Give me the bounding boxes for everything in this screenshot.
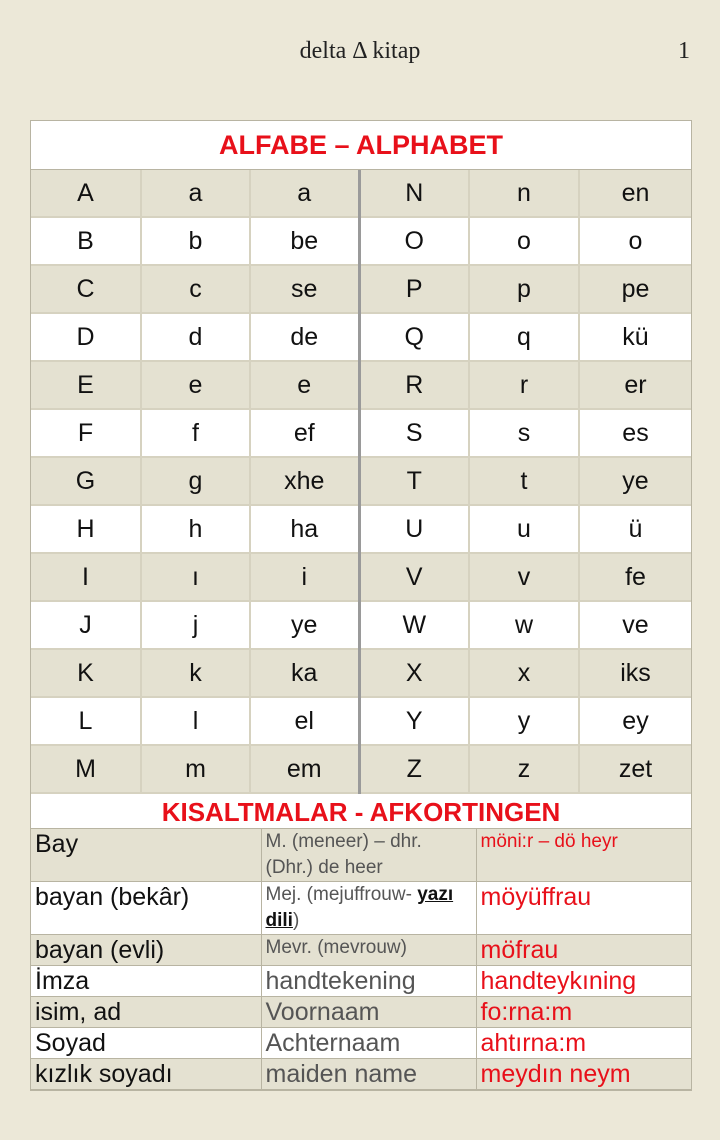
letter-lower-left: k: [141, 649, 250, 697]
alphabet-row: [31, 217, 691, 265]
letter-name-right: ey: [579, 697, 691, 745]
letter-upper-right: Q: [359, 313, 469, 361]
letter-upper-left: C: [31, 265, 141, 313]
abbr-turkish: bayan (evli): [31, 935, 261, 966]
alphabet-row: [31, 170, 691, 217]
abbr-row: [31, 882, 691, 935]
letter-upper-right: X: [359, 649, 469, 697]
abbr-pronunciation: möfrau: [476, 935, 691, 966]
letter-lower-right: r: [469, 361, 579, 409]
alphabet-title: ALFABE – ALPHABET: [31, 121, 691, 170]
letter-name-left: ef: [250, 409, 359, 457]
letter-name-right: ü: [579, 505, 691, 553]
alphabet-row: [31, 457, 691, 505]
abbr-dutch: Mevr. (mevrouw): [261, 935, 476, 966]
abbr-dutch-note: yazı dili: [265, 884, 454, 931]
book-title: delta Δ kitap: [299, 38, 421, 64]
letter-upper-left: D: [31, 313, 141, 361]
letter-name-left: a: [250, 170, 359, 217]
abbr-dutch: M. (meneer) – dhr. (Dhr.) de heer: [261, 829, 476, 882]
letter-name-right: iks: [579, 649, 691, 697]
letter-upper-left: J: [31, 601, 141, 649]
letter-lower-right: n: [469, 170, 579, 217]
abbreviations-title: KISALTMALAR - AFKORTINGEN: [31, 794, 691, 829]
letter-name-left: ye: [250, 601, 359, 649]
letter-lower-left: ı: [141, 553, 250, 601]
letter-name-right: es: [579, 409, 691, 457]
letter-upper-left: E: [31, 361, 141, 409]
letter-upper-right: N: [359, 170, 469, 217]
abbr-dutch-pre: Mej. (mejuffrouw-: [265, 884, 412, 905]
letter-upper-right: U: [359, 505, 469, 553]
letter-upper-right: V: [359, 553, 469, 601]
letter-lower-right: z: [469, 745, 579, 793]
abbr-dutch: Voornaam: [261, 997, 476, 1028]
letter-name-left: ka: [250, 649, 359, 697]
letter-upper-left: B: [31, 217, 141, 265]
abbr-pronunciation: möni:r – dö heyr: [476, 829, 691, 882]
alphabet-row: [31, 409, 691, 457]
letter-lower-left: b: [141, 217, 250, 265]
letter-name-right: en: [579, 170, 691, 217]
letter-upper-left: M: [31, 745, 141, 793]
abbr-turkish: bayan (bekâr): [31, 882, 261, 935]
abbr-row: [31, 966, 691, 997]
abbr-turkish: Soyad: [31, 1028, 261, 1059]
alphabet-row: [31, 697, 691, 745]
abbr-row: [31, 997, 691, 1028]
letter-lower-left: c: [141, 265, 250, 313]
letter-name-right: zet: [579, 745, 691, 793]
letter-name-left: e: [250, 361, 359, 409]
letter-lower-right: q: [469, 313, 579, 361]
abbr-turkish: kızlık soyadı: [31, 1059, 261, 1090]
alphabet-row: [31, 745, 691, 793]
letter-upper-right: S: [359, 409, 469, 457]
abbr-dutch: maiden name: [261, 1059, 476, 1090]
abbr-dutch: handtekening: [261, 966, 476, 997]
page-number: 1: [678, 38, 690, 64]
letter-name-left: se: [250, 265, 359, 313]
letter-name-right: o: [579, 217, 691, 265]
abbr-pronunciation: ahtırna:m: [476, 1028, 691, 1059]
letter-lower-right: v: [469, 553, 579, 601]
alphabet-sheet: [30, 120, 692, 1091]
abbr-pronunciation: handteykıning: [476, 966, 691, 997]
letter-name-right: er: [579, 361, 691, 409]
alphabet-row: [31, 313, 691, 361]
abbr-dutch-post: ): [292, 910, 300, 931]
letter-lower-right: x: [469, 649, 579, 697]
letter-lower-left: e: [141, 361, 250, 409]
letter-upper-left: G: [31, 457, 141, 505]
letter-lower-left: l: [141, 697, 250, 745]
letter-upper-right: R: [359, 361, 469, 409]
letter-lower-left: d: [141, 313, 250, 361]
abbr-turkish: isim, ad: [31, 997, 261, 1028]
letter-name-left: ha: [250, 505, 359, 553]
abbr-pronunciation: meydın neym: [476, 1059, 691, 1090]
letter-name-left: be: [250, 217, 359, 265]
alphabet-row: [31, 553, 691, 601]
letter-upper-left: I: [31, 553, 141, 601]
letter-lower-right: w: [469, 601, 579, 649]
alphabet-row: [31, 505, 691, 553]
letter-lower-left: j: [141, 601, 250, 649]
letter-name-right: fe: [579, 553, 691, 601]
abbr-turkish: İmza: [31, 966, 261, 997]
letter-lower-left: h: [141, 505, 250, 553]
letter-lower-right: u: [469, 505, 579, 553]
abbreviations-table: [31, 829, 691, 1090]
letter-name-left: de: [250, 313, 359, 361]
letter-lower-right: t: [469, 457, 579, 505]
abbr-row: [31, 1028, 691, 1059]
page-header: [0, 38, 720, 78]
letter-upper-right: P: [359, 265, 469, 313]
letter-lower-right: o: [469, 217, 579, 265]
letter-lower-left: m: [141, 745, 250, 793]
letter-name-left: xhe: [250, 457, 359, 505]
letter-upper-left: H: [31, 505, 141, 553]
abbr-dutch: [261, 882, 476, 935]
letter-name-left: em: [250, 745, 359, 793]
letter-upper-right: Y: [359, 697, 469, 745]
letter-lower-right: y: [469, 697, 579, 745]
abbr-row: [31, 1059, 691, 1090]
letter-upper-left: A: [31, 170, 141, 217]
letter-upper-left: L: [31, 697, 141, 745]
letter-name-right: kü: [579, 313, 691, 361]
letter-upper-right: T: [359, 457, 469, 505]
letter-name-right: pe: [579, 265, 691, 313]
letter-lower-left: a: [141, 170, 250, 217]
letter-lower-right: p: [469, 265, 579, 313]
letter-upper-right: O: [359, 217, 469, 265]
letter-name-right: ye: [579, 457, 691, 505]
abbr-row: [31, 829, 691, 882]
abbr-pronunciation: möyüffrau: [476, 882, 691, 935]
letter-name-right: ve: [579, 601, 691, 649]
abbr-row: [31, 935, 691, 966]
letter-upper-right: Z: [359, 745, 469, 793]
letter-lower-right: s: [469, 409, 579, 457]
letter-lower-left: g: [141, 457, 250, 505]
alphabet-row: [31, 601, 691, 649]
letter-name-left: el: [250, 697, 359, 745]
alphabet-row: [31, 649, 691, 697]
letter-upper-left: F: [31, 409, 141, 457]
abbr-turkish: Bay: [31, 829, 261, 882]
alphabet-row: [31, 361, 691, 409]
abbr-dutch: Achternaam: [261, 1028, 476, 1059]
alphabet-table: [31, 170, 691, 794]
letter-lower-left: f: [141, 409, 250, 457]
letter-name-left: i: [250, 553, 359, 601]
letter-upper-right: W: [359, 601, 469, 649]
abbr-pronunciation: fo:rna:m: [476, 997, 691, 1028]
alphabet-row: [31, 265, 691, 313]
letter-upper-left: K: [31, 649, 141, 697]
